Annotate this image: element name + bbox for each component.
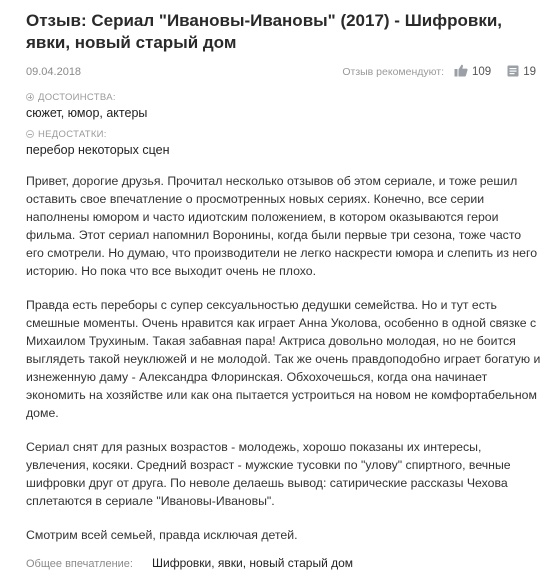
pros-label: ДОСТОИНСТВА: <box>38 91 116 103</box>
review-paragraph: Сериал снят для разных возрастов - молодежь, хорошо показаны их интересы, увлечения, косяки. Средний возраст - мужские тусовки по "улову" спиртного, вечные шифровки друг от друга. По неволе делаешь вывод: сатирические рассказы Чехова сплетаются в сериале "Ивановы-Ивановы". <box>26 440 511 508</box>
pros-header <box>26 90 548 104</box>
review-paragraph: Смотрим всей семьей, правда исключая детей. <box>26 528 298 542</box>
cons-text: перебор некоторых сцен <box>26 143 170 157</box>
cons-section <box>26 127 548 158</box>
plus-circle-icon <box>26 93 34 101</box>
comment-icon[interactable] <box>507 65 519 80</box>
overall-value: Шифровки, явки, новый старый дом <box>152 556 354 570</box>
cons-header <box>26 127 548 141</box>
recommend-label: Отзыв рекомендуют: <box>342 66 445 78</box>
comments-count: 19 <box>523 66 536 78</box>
review-title: Отзыв: Сериал "Ивановы-Ивановы" (2017) - Шифровки, явки, новый старый дом <box>26 11 502 52</box>
pros-text: сюжет, юмор, актеры <box>26 106 148 120</box>
review-body <box>26 172 541 544</box>
thumbs-up-icon[interactable] <box>454 64 468 80</box>
likes-count: 109 <box>472 66 492 78</box>
review-date: 09.04.2018 <box>26 66 82 78</box>
review-paragraph: Привет, дорогие друзья. Прочитал несколько отзывов об этом сериале, и тоже решил оставить свое впечатление о просмотренных новых сериях. Конечно, все серии наполнены юмором и часто идиотским положением, в котором оказываются герои фильма. Этот сериал напомнил Воронины, когда были первые три сезона, тоже часто его смотрели. Но думаю, что производители не легко наскрести юмора и слепить из него историю. Но пока что все выходит очень не плохо. <box>26 174 538 278</box>
meta-row <box>26 64 536 80</box>
review-paragraph: Правда есть переборы с супер сексуальностью дедушки семейства. Но и тут есть смешные моменты. Очень нравится как играет Анна Уколова, особенно в одной связке с Михаилом Трухиным. Такая забавная пара! Актриса довольно молодая, но не боится выглядеть такой неуклюжей и не молодой. Так же очень правдоподобно играет богатую и изнеженную даму - Александра Флоринская. Обхохочешься, когда она начинает экономить на хозяйстве или как она пытается устроиться на новом не комфортабельном доме. <box>26 298 541 420</box>
recommend-block <box>342 64 536 80</box>
minus-circle-icon <box>26 130 34 138</box>
likes-counter[interactable] <box>454 64 491 80</box>
pros-section <box>26 90 548 121</box>
comments-counter[interactable] <box>507 65 536 80</box>
cons-label: НЕДОСТАТКИ: <box>38 128 107 140</box>
overall-impression <box>26 556 548 570</box>
overall-label: Общее впечатление: <box>26 558 133 570</box>
